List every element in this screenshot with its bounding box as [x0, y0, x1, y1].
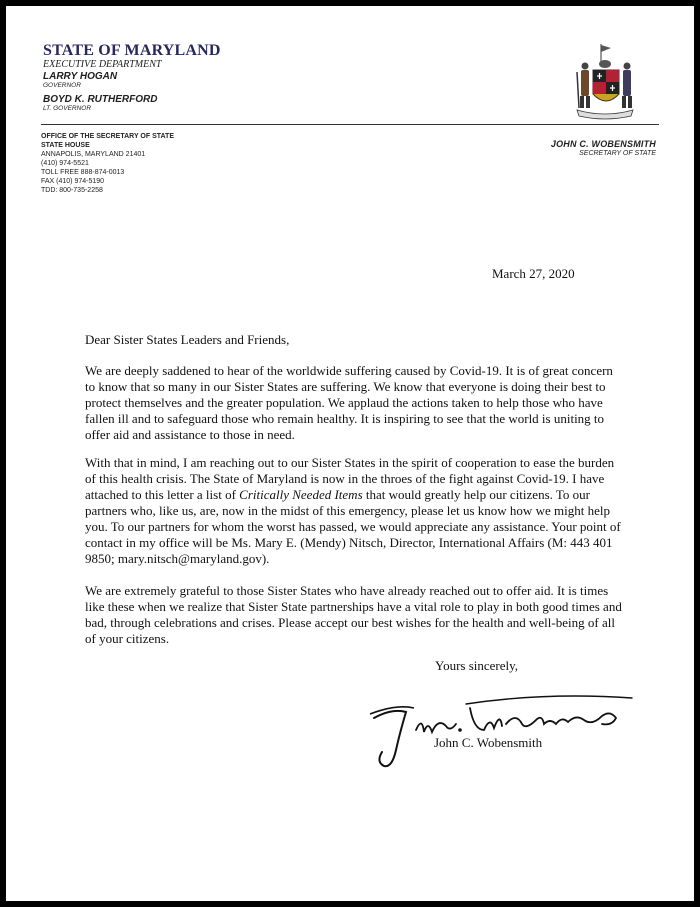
maryland-great-seal-icon [571, 42, 639, 120]
office-tdd: TDD: 800-735-2258 [41, 187, 103, 194]
paragraph-2 [85, 455, 625, 567]
closing: Yours sincerely, [435, 658, 519, 673]
letter-date: March 27, 2020 [492, 266, 575, 281]
salutation: Dear Sister States Leaders and Friends, [85, 332, 290, 347]
signer-name: John C. Wobensmith [434, 735, 543, 750]
lt-governor-title: LT. GOVERNOR [43, 105, 92, 112]
department-name: EXECUTIVE DEPARTMENT [43, 59, 162, 70]
office-building: STATE HOUSE [41, 142, 90, 149]
office-toll-free: TOLL FREE 888-874-0013 [41, 169, 125, 176]
office-city: ANNAPOLIS, MARYLAND 21401 [41, 151, 146, 158]
critically-needed-items-emphasis: Critically Needed Items [239, 487, 363, 502]
office-fax: FAX (410) 974-5190 [41, 178, 105, 185]
paragraph-3: We are extremely grateful to those Sister States who have already reached out to offer aid. It is times like these when we realize that Sister State partnerships have a vital role to play in both good times and bad, through celebrations and crises. Please accept our best wishes for the health and well-being of all of your citizens. [85, 583, 622, 646]
letter-page [6, 6, 694, 901]
secretary-name: JOHN C. WOBENSMITH [550, 139, 656, 149]
office-name: OFFICE OF THE SECRETARY OF STATE [41, 133, 175, 140]
paragraph-2-part-1: With that in mind, I am reaching out to our Sister States in the spirit of cooperation to ease the burden of this health crisis. The State of Maryland is now in the throes of the fight against Covid-19. I have attached to this letter a list of [85, 455, 615, 502]
handwritten-signature [366, 686, 636, 776]
paragraph-1: We are deeply saddened to hear of the worldwide suffering caused by Covid-19. It is of great concern to know that so many in our Sister States are suffering. We know that everyone is doing their best to protect themselves and the greater population. We applaud the actions taken to help those who have fallen ill and to safeguard those who remain healthy. It is inspiring to see that the world is uniting to offer aid and assistance to those in need. [85, 363, 613, 442]
paragraph-2-part-2: that would greatly help our citizens. To our partners who, like us, are, now in the midst of this emergency, please let us know how we might help you. To our partners for whom the worst has passed, we would appreciate any assistance. Your point of contact in my office will be Ms. Mary E. (Mendy) Nitsch, Director, International Affairs (M: 443 401 9850; mary.nitsch@maryland.gov). [85, 487, 621, 566]
secretary-block [551, 139, 656, 157]
office-address-block [41, 132, 174, 195]
governor-title: GOVERNOR [43, 82, 81, 89]
governor-name: LARRY HOGAN [43, 71, 118, 82]
header-divider [41, 124, 659, 125]
office-phone: (410) 974-5521 [41, 160, 89, 167]
lt-governor-name: BOYD K. RUTHERFORD [43, 94, 158, 105]
state-name: STATE OF MARYLAND [43, 42, 221, 59]
secretary-title: SECRETARY OF STATE [579, 150, 656, 157]
